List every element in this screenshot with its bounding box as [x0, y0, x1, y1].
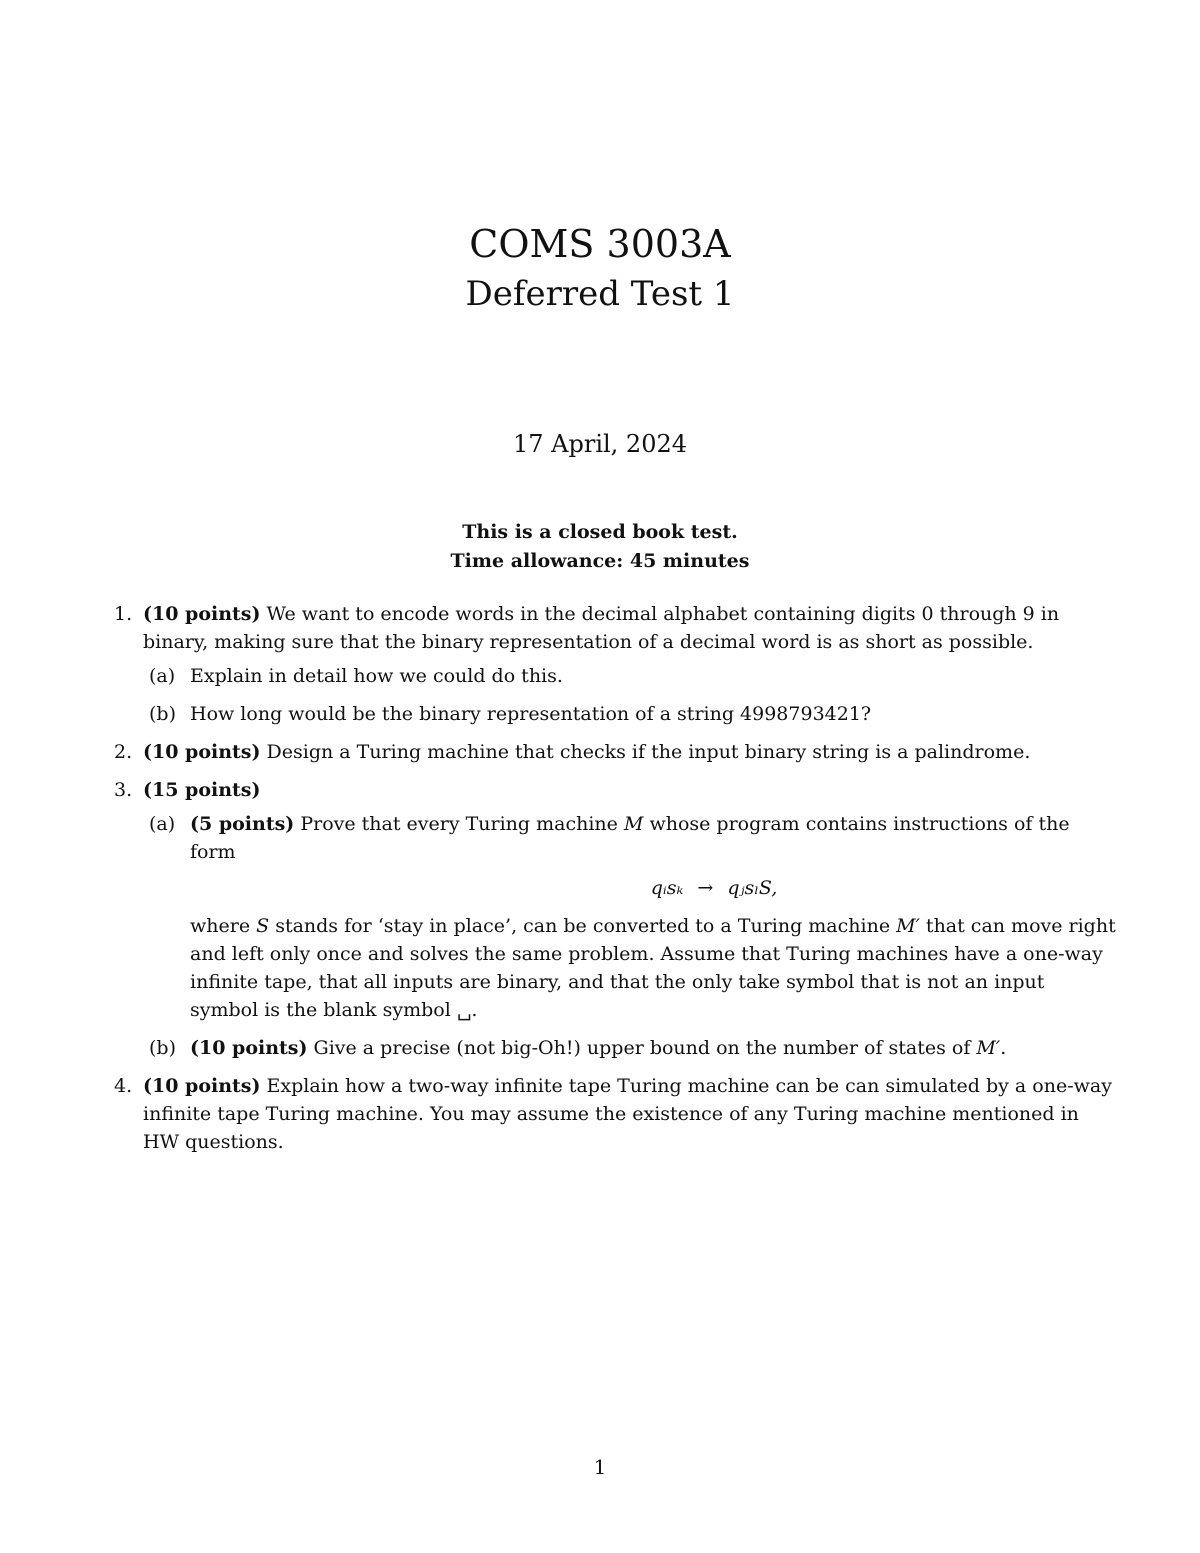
subquestion-text: . — [1000, 1037, 1007, 1059]
subquestion-text: stands for ‘stay in place’, can be converted to a Turing machine — [269, 915, 897, 937]
test-date: 17 April, 2024 — [512, 430, 688, 458]
question-1a — [143, 662, 1118, 690]
question-points: (10 points) — [143, 603, 261, 625]
question-body: Explain how a two-way infinite tape Turing machine can be can simulated by a one-way infinite tape Turing machine. You may assume the existence of any Turing machine mentioned in HW questions. — [143, 1075, 1112, 1153]
subquestion-text: Prove that every Turing machine — [294, 813, 624, 835]
subquestion-body — [190, 810, 1118, 866]
closed-book-note: This is a closed book test. — [462, 521, 738, 543]
question-list — [0, 600, 1200, 1166]
subquestion-body: How long would be the binary representation of a string 4998793421? — [190, 703, 872, 725]
machine-prime-symbol: M′ — [896, 915, 920, 937]
question-number: 3. — [114, 779, 133, 801]
subquestion-text: whose program contains instructions of the form — [190, 813, 1070, 863]
formula-right: qⱼsₗS, — [727, 877, 778, 899]
question-number: 2. — [114, 741, 133, 763]
subquestion-body: Explain in detail how we could do this. — [190, 665, 563, 687]
page-number: 1 — [593, 1455, 607, 1479]
question-3b — [143, 1034, 1118, 1062]
question-text — [143, 776, 1118, 804]
question-points: (15 points) — [143, 779, 261, 801]
question-1 — [0, 600, 1200, 728]
question-text — [143, 1072, 1118, 1156]
question-4 — [0, 1072, 1200, 1156]
question-number: 4. — [114, 1075, 133, 1097]
page-subtitle: Deferred Test 1 — [465, 274, 735, 314]
stay-symbol: S — [256, 915, 270, 937]
subquestion-text: where — [190, 915, 257, 937]
question-number: 1. — [114, 603, 133, 625]
time-allowance-note: Time allowance: 45 minutes — [450, 550, 750, 572]
subquestion-label: (a) — [149, 813, 176, 835]
question-body: We want to encode words in the decimal alphabet containing digits 0 through 9 in binary, making sure that the binary representation of a decimal word is as short as possible. — [143, 603, 1060, 653]
subquestion-points: (10 points) — [190, 1037, 308, 1059]
subquestion-label: (b) — [149, 1037, 176, 1059]
page-title: COMS 3003A — [469, 222, 731, 266]
formula-left: qᵢsₖ — [650, 877, 684, 899]
subquestion-label: (b) — [149, 703, 176, 725]
test-notes — [0, 518, 1200, 576]
question-points: (10 points) — [143, 1075, 261, 1097]
subquestion-text: Give a precise (not big-Oh!) upper bound on the number of states of — [307, 1037, 977, 1059]
question-body: Design a Turing machine that checks if the input binary string is a palindrome. — [260, 741, 1031, 763]
subquestion-body — [190, 1034, 1118, 1062]
question-3 — [0, 776, 1200, 1062]
subquestion-continuation — [190, 912, 1118, 1024]
question-1b — [143, 700, 1118, 728]
question-points: (10 points) — [143, 741, 261, 763]
machine-symbol: M — [623, 813, 644, 835]
subquestion-points: (5 points) — [190, 813, 295, 835]
question-3a — [143, 810, 1118, 1024]
arrow-icon: → — [697, 877, 714, 899]
subquestion-text: that can move right and left only once and solves the same problem. Assume that Turing machines have a one-way infinite tape, that all inputs are binary, and that the only take symbol that is not an input symbol is the blank symbol ␣. — [190, 915, 1116, 1021]
subquestion-label: (a) — [149, 665, 176, 687]
question-2 — [0, 738, 1200, 766]
question-text — [143, 600, 1118, 656]
machine-prime-symbol: M′ — [976, 1037, 1001, 1059]
instruction-formula — [190, 874, 1118, 902]
question-text — [143, 738, 1118, 766]
